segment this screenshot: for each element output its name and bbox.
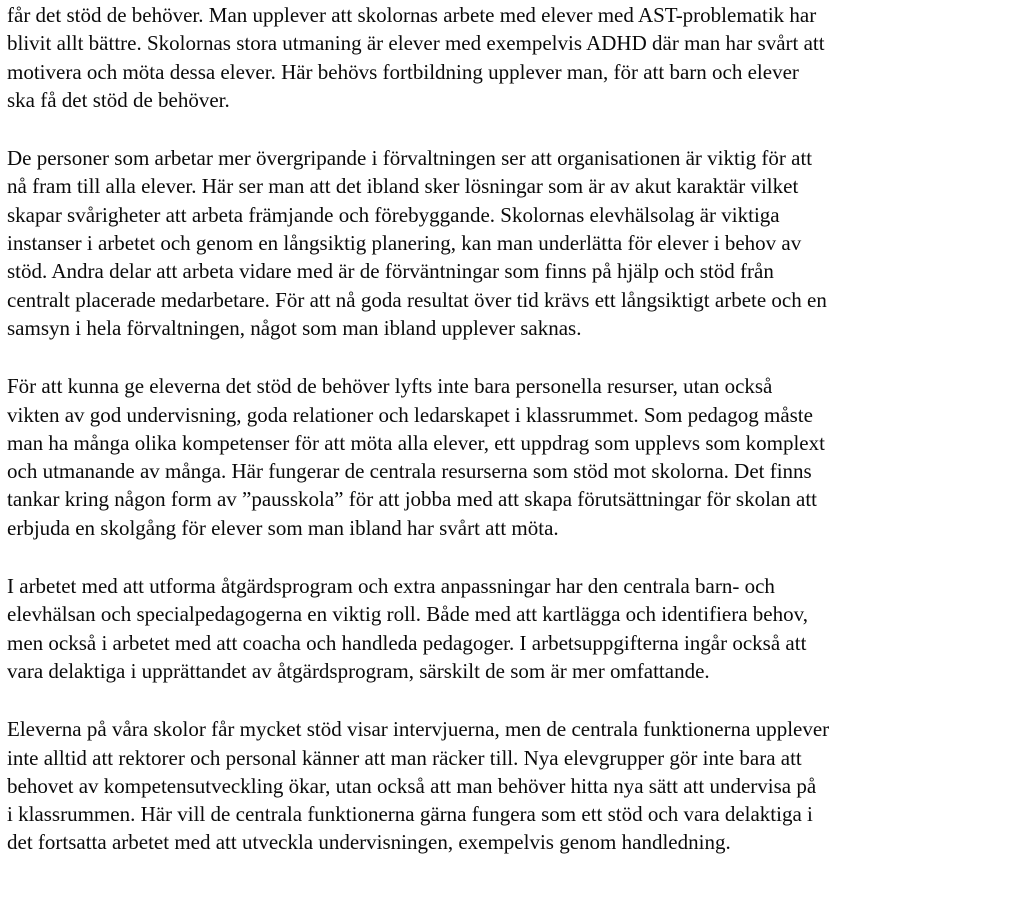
text-line: stöd. Andra delar att arbeta vidare med är de förväntningar som finns på hjälp och stöd från bbox=[7, 259, 774, 284]
text-line: centralt placerade medarbetare. För att nå goda resultat över tid krävs ett långsiktigt arbete och en bbox=[7, 287, 827, 312]
text-line: nå fram till alla elever. Här ser man att det ibland sker lösningar som är av akut karaktär vilket bbox=[7, 174, 799, 199]
text-line: och utmanande av många. Här fungerar de centrala resurserna som stöd mot skolorna. Det finns bbox=[7, 459, 812, 484]
paragraph-3 bbox=[7, 372, 1019, 542]
paragraph-2 bbox=[7, 144, 1019, 342]
text-line: vikten av god undervisning, goda relationer och ledarskapet i klassrummet. Som pedagog måste bbox=[7, 402, 813, 427]
text-line: De personer som arbetar mer övergripande i förvaltningen ser att organisationen är viktig för att bbox=[7, 146, 813, 171]
paragraph-5 bbox=[7, 715, 1019, 856]
text-line: samsyn i hela förvaltningen, något som man ibland upplever saknas. bbox=[7, 315, 582, 340]
text-line: Eleverna på våra skolor får mycket stöd visar intervjuerna, men de centrala funktionerna upplever bbox=[7, 717, 830, 742]
text-line: skapar svårigheter att arbeta främjande och förebyggande. Skolornas elevhälsolag är viktiga bbox=[7, 202, 780, 227]
text-line: I arbetet med att utforma åtgärdsprogram och extra anpassningar har den centrala barn- och bbox=[7, 574, 775, 599]
text-line: i klassrummen. Här vill de centrala funktionerna gärna fungera som ett stöd och vara delaktiga i bbox=[7, 802, 813, 827]
text-line: motivera och möta dessa elever. Här behövs fortbildning upplever man, för att barn och elever bbox=[7, 59, 799, 84]
text-line: men också i arbetet med att coacha och handleda pedagoger. I arbetsuppgifterna ingår också att bbox=[7, 630, 807, 655]
text-line: blivit allt bättre. Skolornas stora utmaning är elever med exempelvis ADHD där man har svårt att bbox=[7, 31, 825, 56]
text-line: elevhälsan och specialpedagogerna en viktig roll. Både med att kartlägga och identifiera behov, bbox=[7, 602, 808, 627]
text-line: ska få det stöd de behöver. bbox=[7, 87, 230, 112]
text-line: instanser i arbetet och genom en långsiktig planering, kan man underlätta för elever i behov av bbox=[7, 231, 802, 256]
text-line: inte alltid att rektorer och personal känner att man räcker till. Nya elevgrupper gör inte bara att bbox=[7, 745, 802, 770]
text-line: För att kunna ge eleverna det stöd de behöver lyfts inte bara personella resurser, utan också bbox=[7, 374, 773, 399]
text-line: tankar kring någon form av ”pausskola” för att jobba med att skapa förutsättningar för skolan att bbox=[7, 487, 817, 512]
paragraph-4 bbox=[7, 572, 1019, 685]
document-page bbox=[7, 0, 1019, 887]
text-line: det fortsatta arbetet med att utveckla undervisningen, exempelvis genom handledning. bbox=[7, 830, 731, 855]
text-line: behovet av kompetensutveckling ökar, utan också att man behöver hitta nya sätt att undervisa på bbox=[7, 773, 817, 798]
paragraph-1 bbox=[7, 1, 1019, 114]
text-line: erbjuda en skolgång för elever som man ibland har svårt att möta. bbox=[7, 515, 559, 540]
text-line: vara delaktiga i upprättandet av åtgärdsprogram, särskilt de som är mer omfattande. bbox=[7, 658, 710, 683]
text-line: får det stöd de behöver. Man upplever att skolornas arbete med elever med AST-problematik har bbox=[7, 3, 817, 27]
text-line: man ha många olika kompetenser för att möta alla elever, ett uppdrag som upplevs som komplext bbox=[7, 430, 825, 455]
